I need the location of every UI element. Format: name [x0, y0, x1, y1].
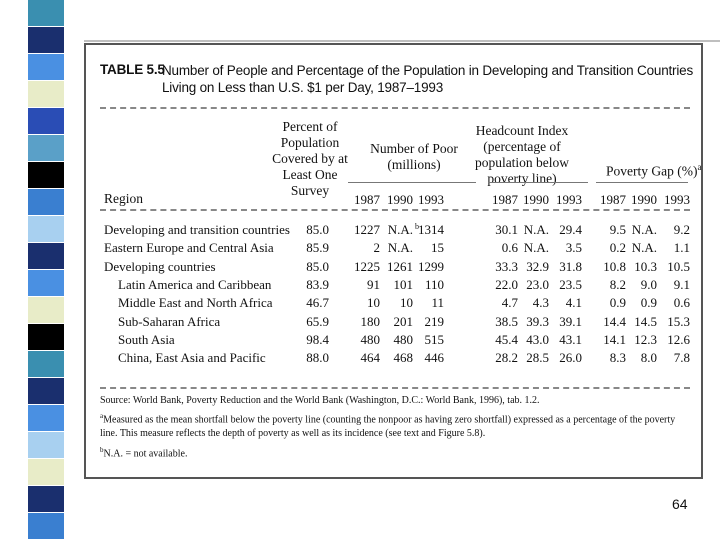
- table-row-region: Latin America and Caribbean: [118, 276, 272, 292]
- table-cell: 1299: [418, 258, 444, 274]
- table-cell: 9.2: [673, 222, 690, 237]
- table-cell: 29.4: [559, 222, 582, 237]
- table-cell: 4.3: [532, 295, 549, 311]
- table-cell: 0.6: [673, 295, 690, 311]
- table-cell: 1225: [354, 258, 380, 274]
- table-cell: 464: [360, 350, 380, 366]
- poor-underline: [348, 182, 476, 183]
- year-header: 1993: [556, 192, 582, 207]
- table-cell: 9.0: [640, 276, 657, 292]
- strip-square: [28, 135, 64, 161]
- header-number-poor: Number of Poor (millions): [370, 141, 458, 172]
- year-header: 1993: [418, 192, 444, 207]
- table-row-region: South Asia: [118, 331, 175, 347]
- table-cell: 15: [431, 240, 444, 256]
- year-header: 1993: [664, 192, 690, 207]
- strip-square: [28, 405, 64, 431]
- table-row-region: Middle East and North Africa: [118, 295, 273, 311]
- table-cell: 10.5: [667, 258, 690, 274]
- header-headcount: Headcount Index (percentage of population below poverty line): [474, 123, 570, 186]
- year-header: 1990: [523, 192, 549, 207]
- table-cell: 9.5: [609, 222, 626, 237]
- table-cell: 46.7: [306, 295, 329, 311]
- table-label: TABLE 5.5: [100, 62, 165, 77]
- year-header: 1990: [387, 192, 413, 207]
- table-cell: 23.0: [526, 276, 549, 292]
- strip-square: [28, 459, 64, 485]
- source-note: Source: World Bank, Poverty Reduction and the World Bank (Washington, D.C.: World Bank, 1996), tab. 1.2.: [100, 395, 540, 406]
- table-row-region: Sub-Saharan Africa: [118, 313, 221, 329]
- table-cell: 0.6: [501, 240, 518, 256]
- table-cell: 45.4: [495, 331, 518, 347]
- table-cell: 32.9: [526, 258, 549, 274]
- table-cell: 85.0: [306, 258, 329, 274]
- table-cell: 12.6: [667, 331, 690, 347]
- table-cell: 43.1: [559, 331, 582, 347]
- strip-square: [28, 0, 64, 26]
- table-cell: 8.2: [609, 276, 626, 292]
- table-cell: 14.1: [603, 331, 626, 347]
- year-header: 1987: [600, 192, 626, 207]
- footnote-b: $^b$N.A. = not available.: [100, 446, 188, 460]
- table-cell: 14.4: [603, 313, 626, 329]
- table-cell: 1.1: [673, 240, 690, 256]
- frame-line: [84, 40, 720, 42]
- table-cell: 110: [424, 276, 444, 292]
- table-cell: 43.0: [526, 331, 549, 347]
- table-cell: 8.3: [609, 350, 626, 366]
- table-cell: 1314: [418, 222, 444, 237]
- table-cell: 0.9: [609, 295, 626, 311]
- table-cell: 4.1: [565, 295, 582, 311]
- year-header: 1987: [354, 192, 380, 207]
- table-cell: N.A.: [523, 222, 549, 237]
- strip-square: [28, 297, 64, 323]
- headcount-underline: [488, 182, 588, 183]
- strip-square: [28, 378, 64, 404]
- strip-square: [28, 54, 64, 80]
- table-cell: 11: [431, 295, 444, 311]
- table-cell: 1227: [354, 222, 380, 237]
- table-cell: 10.8: [603, 258, 626, 274]
- strip-square: [28, 513, 64, 539]
- table-cell: N.A. b: [387, 222, 419, 237]
- table-cell: 446: [424, 350, 444, 366]
- table-cell: 219: [424, 313, 444, 329]
- table-cell: 201: [393, 313, 413, 329]
- table-cell: 91: [367, 276, 380, 292]
- table-row-region: Developing and transition countries: [104, 222, 290, 237]
- body-divider: [100, 387, 690, 389]
- table-cell: 85.0: [306, 222, 329, 237]
- strip-square: [28, 351, 64, 377]
- table-cell: 83.9: [306, 276, 329, 292]
- table-cell: 0.9: [640, 295, 657, 311]
- year-header: 1987: [492, 192, 518, 207]
- table-cell: N.A.: [523, 240, 549, 256]
- table-cell: 23.5: [559, 276, 582, 292]
- table-cell: 28.2: [495, 350, 518, 366]
- header-region: Region: [104, 191, 143, 206]
- table-cell: 4.7: [501, 295, 518, 311]
- table-cell: N.A.: [631, 240, 657, 256]
- strip-square: [28, 108, 64, 134]
- table-card: [84, 43, 703, 479]
- table-cell: N.A.: [387, 240, 413, 256]
- header-poverty-gap: Poverty Gap (%)$^a$: [606, 162, 702, 179]
- table-cell: 101: [393, 276, 413, 292]
- table-cell: 88.0: [306, 350, 329, 366]
- table-cell: 12.3: [634, 331, 657, 347]
- strip-square: [28, 81, 64, 107]
- page-number: 64: [672, 496, 688, 512]
- strip-square: [28, 216, 64, 242]
- table-cell: 1261: [387, 258, 413, 274]
- table-row-region: Eastern Europe and Central Asia: [104, 240, 274, 256]
- table-row-region: China, East Asia and Pacific: [118, 350, 266, 366]
- table-cell: 180: [360, 313, 380, 329]
- table-cell: 39.3: [526, 313, 549, 329]
- strip-square: [28, 270, 64, 296]
- table-cell: N.A.: [631, 222, 657, 237]
- table-cell: 98.4: [306, 331, 329, 347]
- table-cell: 480: [360, 331, 380, 347]
- footnote-a: $^a$Measured as the mean shortfall below the poverty line (counting the nonpoor as having zero shortfall) expressed as a percentage of the poverty line. This measure reflects the depth of poverty as well as its incidence (see text and Figure 5.8).: [100, 412, 676, 440]
- table-cell: 10: [400, 295, 413, 311]
- table-cell: 515: [424, 331, 444, 347]
- table-cell: 10: [367, 295, 380, 311]
- table-cell: 15.3: [667, 313, 690, 329]
- table-cell: 0.2: [609, 240, 626, 256]
- table-cell: 14.5: [634, 313, 657, 329]
- table-cell: 480: [393, 331, 413, 347]
- table-cell: 3.5: [565, 240, 582, 256]
- table-cell: 38.5: [495, 313, 518, 329]
- strip-square: [28, 27, 64, 53]
- table-cell: 22.0: [495, 276, 518, 292]
- table-cell: 7.8: [673, 350, 690, 366]
- strip-square: [28, 324, 64, 350]
- table-cell: 85.9: [306, 240, 329, 256]
- title-divider: [100, 107, 690, 109]
- table-cell: 39.1: [559, 313, 582, 329]
- table-cell: 468: [393, 350, 413, 366]
- strip-square: [28, 189, 64, 215]
- strip-square: [28, 486, 64, 512]
- table-cell: 65.9: [306, 313, 329, 329]
- gap-underline: [596, 182, 688, 183]
- strip-square: [28, 162, 64, 188]
- table-cell: 28.5: [526, 350, 549, 366]
- decorative-strip: [0, 0, 64, 540]
- table-cell: 26.0: [559, 350, 582, 366]
- table-cell: 9.1: [673, 276, 690, 292]
- header-percent-covered: Percent of Population Covered by at Least One Survey: [272, 119, 348, 198]
- table-title-text: Number of People and Percentage of the Population in Developing and Transition Countries Living on Less than U.S. $1 per Day, 1987–1993: [162, 63, 694, 95]
- table-cell: 10.3: [634, 258, 657, 274]
- table-cell: 33.3: [495, 258, 518, 274]
- strip-square: [28, 432, 64, 458]
- table-cell: 31.8: [559, 258, 582, 274]
- table-row-region: Developing countries: [104, 258, 216, 274]
- table-cell: 30.1: [495, 222, 518, 237]
- strip-square: [28, 243, 64, 269]
- table-cell: 2: [373, 240, 380, 256]
- year-header: 1990: [631, 192, 657, 207]
- header-divider: [100, 209, 690, 211]
- table-cell: 8.0: [640, 350, 657, 366]
